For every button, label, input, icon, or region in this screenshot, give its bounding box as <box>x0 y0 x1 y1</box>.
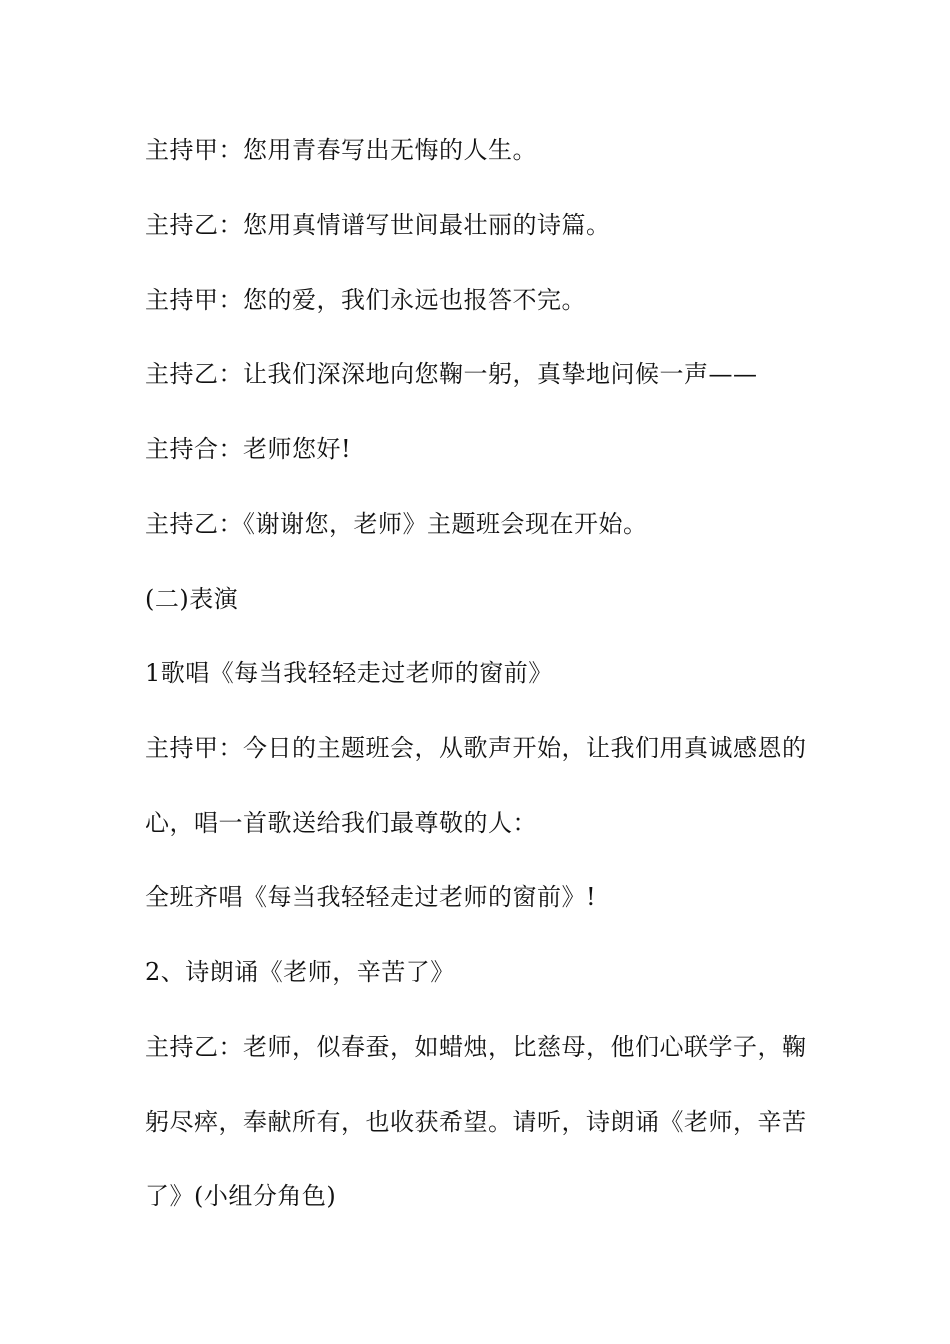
paragraph-line: 主持甲：今日的主题班会，从歌声开始，让我们用真诚感恩的 <box>145 734 807 762</box>
subsection-heading: 2、诗朗诵《老师，辛苦了》 <box>145 958 455 986</box>
subsection-heading: 1歌唱《每当我轻轻走过老师的窗前》 <box>145 659 553 687</box>
paragraph-line: 主持甲：您的爱，我们永远也报答不完。 <box>145 286 586 314</box>
paragraph-line: 主持合：老师您好! <box>145 435 352 463</box>
paragraph-line: 全班齐唱《每当我轻轻走过老师的窗前》! <box>145 883 597 911</box>
paragraph-line: 主持乙：《谢谢您，老师》主题班会现在开始。 <box>145 510 648 538</box>
paragraph-line: 主持乙：老师，似春蚕，如蜡烛，比慈母，他们心联学子，鞠 <box>145 1033 807 1061</box>
paragraph-line: 躬尽瘁，奉献所有，也收获希望。请听，诗朗诵《老师，辛苦 <box>145 1108 807 1136</box>
paragraph-line: 了》(小组分角色) <box>145 1182 337 1210</box>
paragraph-line: 心，唱一首歌送给我们最尊敬的人： <box>145 809 537 837</box>
section-heading: (二)表演 <box>145 585 239 613</box>
paragraph-line: 主持乙：您用真情谱写世间最壮丽的诗篇。 <box>145 211 611 239</box>
paragraph-line: 主持乙：让我们深深地向您鞠一躬，真挚地问候一声—— <box>145 360 758 388</box>
paragraph-line: 主持甲：您用青春写出无悔的人生。 <box>145 136 537 164</box>
